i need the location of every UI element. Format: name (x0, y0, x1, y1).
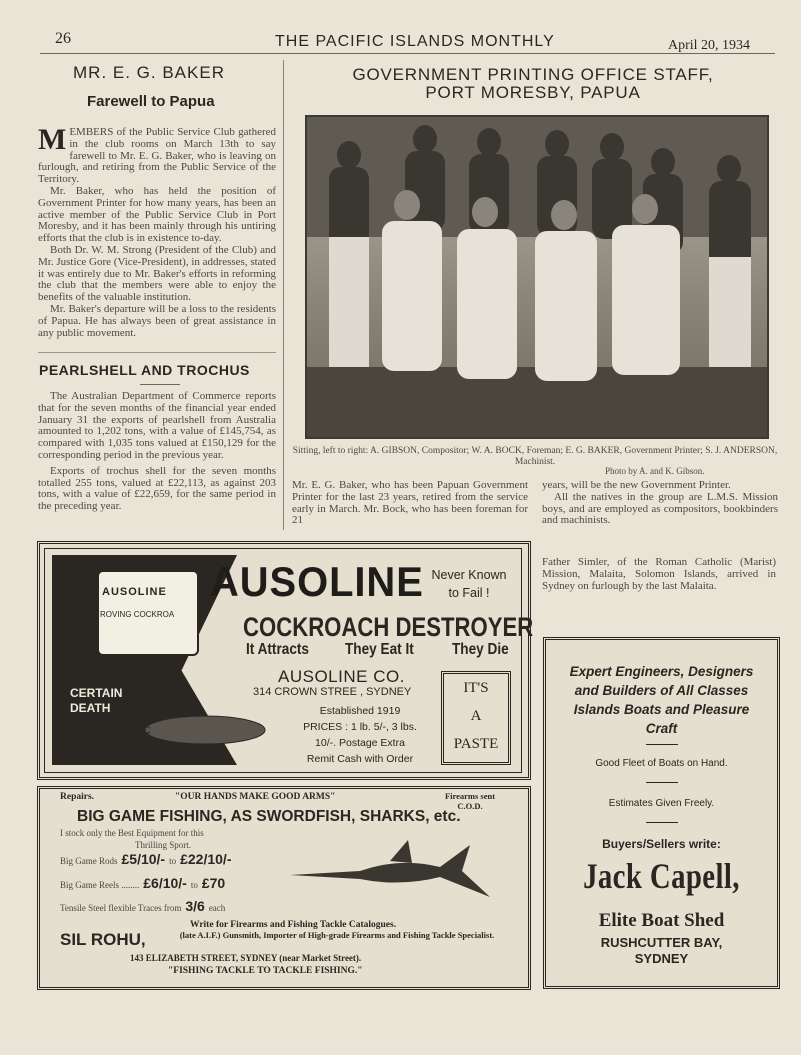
ausoline-address: 314 CROWN STREE , SYDNEY (253, 686, 412, 698)
capell-expert: Expert Engineers, Designers and Builders of All Classes Islands Boats and Pleasure Craft (569, 664, 754, 736)
issue-date: April 20, 1934 (668, 38, 751, 53)
section-rule (38, 352, 276, 353)
pearlshell-paragraph: The Australian Department of Commerce reports that for the seven months of the financial year ended January 31 the exports of pearlshell from Australia amounted to 1,202 tons, with a value of £145,754, as compared with 1,035 tons valued at £150,129 for the corresponding period in the previous year. (38, 390, 276, 461)
column-divider (283, 60, 284, 530)
capell-estimates: Estimates Given Freely. (608, 798, 715, 809)
baker-paragraph: MEMBERS of the Public Service Club gathered in the club rooms on March 13th to say farewell to Mr. E. G. Baker, who is leaving on furlough, and retiring from the Public Service of the Territory. (38, 123, 276, 186)
photo-headline-line: GOVERNMENT PRINTING OFFICE STAFF, (352, 65, 714, 84)
publication-title: THE PACIFIC ISLANDS MONTHLY (275, 33, 555, 50)
staff-photo (305, 115, 769, 439)
photo-body-paragraph: All the natives in the group are L.M.S. Mission boys, and are employed as compositors, bookbinders and machinists. (542, 490, 778, 527)
capell-ad (543, 637, 780, 989)
simler-note: Father Simler, of the Roman Catholic (Marist) Mission, Malaita, Solomon Islands, arrived in Sydney on furlough by the last Malaita. (542, 556, 776, 592)
rohu-rods: Big Game Rods £5/10/- to £22/10/- (60, 851, 232, 867)
rohu-repairs: Repairs. (60, 792, 95, 802)
pearlshell-headline: PEARLSHELL AND TROCHUS (39, 362, 250, 378)
ausoline-eats: They Eat It (345, 641, 414, 658)
photo-headline-line: PORT MORESBY, PAPUA (425, 83, 641, 102)
rohu-write: Write for Firearms and Fishing Tackle Catalogues. (190, 920, 397, 930)
staff-photo-illustration (307, 117, 767, 437)
certain-death: CERTAIN DEATH (70, 686, 123, 715)
capell-rule (646, 744, 678, 745)
rohu-desc: (late A.I.F.) Gunsmith, Importer of High-grade Firearms and Fishing Tackle Specialist. (179, 930, 495, 940)
baker-headline: MR. E. G. BAKER (73, 63, 225, 82)
photo-headline (318, 66, 748, 102)
rohu-reels: Big Game Reels ........ £6/10/- to £70 (60, 875, 226, 891)
its-a-paste-box: IT'S A PASTE (441, 671, 511, 765)
photo-body-paragraph: years, will be the new Government Printer. (542, 479, 731, 491)
pearlshell-body (38, 391, 276, 513)
ausoline-company: AUSOLINE CO. (278, 667, 405, 686)
rohu-motto: "FISHING TACKLE TO TACKLE FISHING." (168, 966, 363, 976)
rohu-traces: Tensile Steel flexible Traces from 3/6 each (60, 898, 226, 914)
rohu-firearms: Firearms sent C.O.D. (444, 791, 496, 811)
capell-name: Jack Capell, (583, 856, 740, 896)
rohu-slogan: "OUR HANDS MAKE GOOD ARMS" (175, 792, 336, 802)
rohu-name: SIL ROHU, (60, 930, 146, 949)
swordfish-icon (290, 835, 495, 905)
baker-subhead: Farewell to Papua (87, 93, 215, 110)
capell-fleet: Good Fleet of Boats on Hand. (595, 758, 728, 769)
capell-bay: RUSHCUTTER BAY, (600, 935, 723, 950)
rohu-stock: I stock only the Best Equipment for this (60, 828, 204, 838)
tin-sublabel: ROVING COCKROA (100, 610, 175, 619)
rohu-stock: Thrilling Sport. (135, 840, 191, 850)
photo-body-left: Mr. E. G. Baker, who has been Papuan Government Printer for the last 23 years, retired from the service early in March. Mr. Bock, who has been foreman for 21 (292, 479, 528, 527)
ausoline-brand: AUSOLINE (210, 558, 424, 605)
page-number: 26 (55, 30, 71, 47)
ausoline-dies: They Die (452, 641, 509, 658)
baker-paragraph: Both Dr. W. M. Strong (President of the Club) and Mr. Justice Gore (Vice-President), in addresses, stated it was entirely due to Mr. Baker's efforts in reforming the club that the members were able to enjoy the benefits of the valuable institution. (38, 243, 276, 304)
photo-caption: Sitting, left to right: A. GIBSON, Compositor; W. A. BOCK, Foreman; E. G. BAKER, Government Printer; S. J. ANDERSON, Machinist. (292, 446, 778, 467)
baker-paragraph: Mr. Baker, who has held the position of Government Printer for how many years, has been an active member of the Public Service Club in Port Moresby, and it has been mainly through his untiring efforts that the club is in existence to-day. (38, 184, 276, 245)
baker-paragraph: Mr. Baker's departure will be a loss to the residents of Papua. He has always been of great assistance in any public movement. (38, 302, 276, 339)
rohu-address: 143 ELIZABETH STREET, SYDNEY (near Market Street). (130, 953, 362, 963)
baker-body (38, 123, 276, 339)
header-rule (40, 53, 775, 54)
capell-rule (646, 822, 678, 823)
ausoline-attracts: It Attracts (246, 641, 309, 658)
tin-label: AUSOLINE (102, 586, 167, 598)
photo-body-right (542, 480, 778, 527)
capell-shed: Elite Boat Shed (598, 910, 725, 931)
ausoline-tagline: Never Known to Fail ! (431, 568, 507, 600)
capell-buyers: Buyers/Sellers write: (602, 837, 721, 851)
capell-city: SYDNEY (634, 951, 689, 966)
product-name: COCKROACH DESTROYER (243, 612, 534, 642)
pearlshell-paragraph: Exports of trochus shell for the seven months totalled 255 tons, valued at £22,113, as against 203 tons, with a value of £22,659, for the same period in the preceding year. (38, 464, 276, 513)
rohu-headline: BIG GAME FISHING, AS SWORDFISH, SHARKS, etc. (77, 808, 461, 825)
drop-cap: M (38, 123, 67, 156)
photo-credit: Photo by A. and K. Gibson. (605, 466, 705, 476)
short-rule (140, 384, 180, 385)
ausoline-details: Established 1919 PRICES : 1 lb. 5/-, 3 lbs. 10/-. Postage Extra Remit Cash with Order (303, 705, 417, 765)
capell-rule (646, 782, 678, 783)
cockroach-icon (120, 690, 280, 760)
